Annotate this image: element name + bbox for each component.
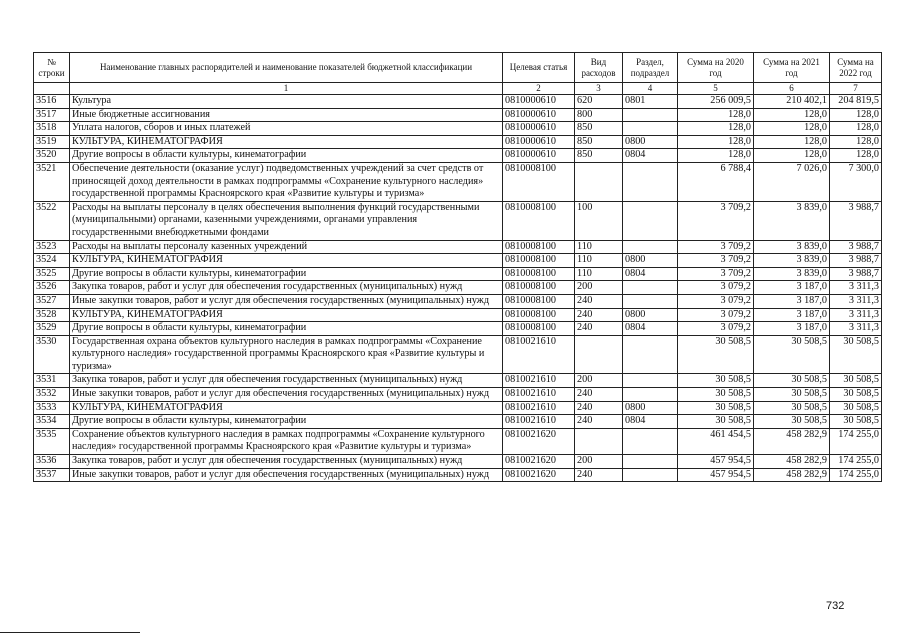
column-number: 6 <box>754 83 830 95</box>
expense-type-cell: 620 <box>575 95 623 109</box>
indicator-name-cell: Расходы на выплаты персоналу казенных учреждений <box>70 240 503 254</box>
section-cell: 0804 <box>623 322 678 336</box>
sum-2021-cell: 30 508,5 <box>754 388 830 402</box>
target-article-cell: 0810008100 <box>503 240 575 254</box>
table-row <box>34 294 882 308</box>
table-row <box>34 308 882 322</box>
sum-2022-cell: 174 255,0 <box>830 428 882 454</box>
table-row <box>34 149 882 163</box>
sum-2020-cell: 30 508,5 <box>678 335 754 374</box>
table-row <box>34 162 882 201</box>
sum-2021-cell: 458 282,9 <box>754 468 830 482</box>
expense-type-cell: 110 <box>575 267 623 281</box>
indicator-name-cell: Обеспечение деятельности (оказание услуг) подведомственных учреждений за счет средств от приносящей доход деятельности в рамках подпрограммы «Сохранение культурного наследия» государственной программы Красноярского края «Развитие культуры и туризма» <box>70 162 503 201</box>
expense-type-cell: 240 <box>575 294 623 308</box>
section-cell: 0800 <box>623 135 678 149</box>
sum-2022-cell: 3 988,7 <box>830 254 882 268</box>
sum-2021-cell: 3 187,0 <box>754 294 830 308</box>
sum-2022-cell: 174 255,0 <box>830 468 882 482</box>
column-number: 7 <box>830 83 882 95</box>
indicator-name-cell: Другие вопросы в области культуры, кинематографии <box>70 322 503 336</box>
target-article-cell: 0810021620 <box>503 468 575 482</box>
section-cell: 0804 <box>623 149 678 163</box>
indicator-name-cell: Закупка товаров, работ и услуг для обеспечения государственных (муниципальных) нужд <box>70 374 503 388</box>
indicator-name-cell: КУЛЬТУРА, КИНЕМАТОГРАФИЯ <box>70 308 503 322</box>
expense-type-cell: 800 <box>575 108 623 122</box>
sum-2021-cell: 3 839,0 <box>754 267 830 281</box>
section-cell <box>623 468 678 482</box>
target-article-cell: 0810021610 <box>503 374 575 388</box>
row-number-cell: 3516 <box>34 95 70 109</box>
row-number-cell: 3529 <box>34 322 70 336</box>
sum-2022-cell: 30 508,5 <box>830 401 882 415</box>
sum-2021-cell: 3 187,0 <box>754 322 830 336</box>
section-cell <box>623 335 678 374</box>
section-cell <box>623 455 678 469</box>
sum-2021-cell: 3 839,0 <box>754 254 830 268</box>
sum-2021-cell: 128,0 <box>754 149 830 163</box>
indicator-name-cell: Закупка товаров, работ и услуг для обеспечения государственных (муниципальных) нужд <box>70 455 503 469</box>
column-number: 2 <box>503 83 575 95</box>
sum-2022-cell: 3 311,3 <box>830 322 882 336</box>
section-cell: 0801 <box>623 95 678 109</box>
sum-2021-cell: 7 026,0 <box>754 162 830 201</box>
budget-table <box>33 52 882 482</box>
row-number-cell: 3525 <box>34 267 70 281</box>
row-number-cell: 3520 <box>34 149 70 163</box>
row-number-cell: 3530 <box>34 335 70 374</box>
sum-2022-cell: 30 508,5 <box>830 388 882 402</box>
header-target-article: Целевая статья <box>503 53 575 83</box>
sum-2021-cell: 128,0 <box>754 108 830 122</box>
table-row <box>34 281 882 295</box>
expense-type-cell: 850 <box>575 149 623 163</box>
target-article-cell: 0810008100 <box>503 294 575 308</box>
target-article-cell: 0810021610 <box>503 388 575 402</box>
indicator-name-cell: Закупка товаров, работ и услуг для обеспечения государственных (муниципальных) нужд <box>70 281 503 295</box>
table-row <box>34 415 882 429</box>
sum-2022-cell: 30 508,5 <box>830 374 882 388</box>
table-row <box>34 135 882 149</box>
row-number-cell: 3533 <box>34 401 70 415</box>
table-row <box>34 388 882 402</box>
section-cell <box>623 374 678 388</box>
expense-type-cell: 110 <box>575 254 623 268</box>
column-number: 5 <box>678 83 754 95</box>
row-number-cell: 3536 <box>34 455 70 469</box>
target-article-cell: 0810008100 <box>503 308 575 322</box>
sum-2022-cell: 3 311,3 <box>830 294 882 308</box>
target-article-cell: 0810008100 <box>503 254 575 268</box>
target-article-cell: 0810000610 <box>503 135 575 149</box>
indicator-name-cell: КУЛЬТУРА, КИНЕМАТОГРАФИЯ <box>70 401 503 415</box>
target-article-cell: 0810000610 <box>503 149 575 163</box>
table-header <box>34 53 882 95</box>
table-row <box>34 122 882 136</box>
target-article-cell: 0810021610 <box>503 415 575 429</box>
indicator-name-cell: Иные закупки товаров, работ и услуг для обеспечения государственных (муниципальных) нужд <box>70 294 503 308</box>
indicator-name-cell: Иные закупки товаров, работ и услуг для обеспечения государственных (муниципальных) нужд <box>70 388 503 402</box>
row-number-cell: 3531 <box>34 374 70 388</box>
sum-2021-cell: 30 508,5 <box>754 335 830 374</box>
sum-2022-cell: 128,0 <box>830 108 882 122</box>
target-article-cell: 0810008100 <box>503 267 575 281</box>
row-number-cell: 3528 <box>34 308 70 322</box>
sum-2022-cell: 3 988,7 <box>830 201 882 240</box>
sum-2021-cell: 128,0 <box>754 135 830 149</box>
table-row <box>34 401 882 415</box>
section-cell <box>623 108 678 122</box>
sum-2022-cell: 30 508,5 <box>830 335 882 374</box>
table-row <box>34 374 882 388</box>
sum-2022-cell: 3 988,7 <box>830 267 882 281</box>
row-number-cell: 3517 <box>34 108 70 122</box>
row-number-cell: 3523 <box>34 240 70 254</box>
section-cell <box>623 240 678 254</box>
indicator-name-cell: Другие вопросы в области культуры, кинематографии <box>70 149 503 163</box>
table-row <box>34 267 882 281</box>
expense-type-cell: 850 <box>575 122 623 136</box>
sum-2022-cell: 174 255,0 <box>830 455 882 469</box>
table-row <box>34 335 882 374</box>
header-section: Раздел, подраздел <box>623 53 678 83</box>
table-row <box>34 95 882 109</box>
row-number-cell: 3537 <box>34 468 70 482</box>
sum-2020-cell: 3 709,2 <box>678 240 754 254</box>
sum-2020-cell: 30 508,5 <box>678 388 754 402</box>
target-article-cell: 0810000610 <box>503 122 575 136</box>
table-row <box>34 240 882 254</box>
indicator-name-cell: Государственная охрана объектов культурного наследия в рамках подпрограммы «Сохранение культурного наследия» государственной программы Красноярского края «Развитие культуры и туризма» <box>70 335 503 374</box>
sum-2021-cell: 3 839,0 <box>754 240 830 254</box>
sum-2021-cell: 3 187,0 <box>754 281 830 295</box>
section-cell <box>623 281 678 295</box>
target-article-cell: 0810021620 <box>503 455 575 469</box>
sum-2022-cell: 128,0 <box>830 122 882 136</box>
table-row <box>34 455 882 469</box>
sum-2020-cell: 128,0 <box>678 108 754 122</box>
sum-2022-cell: 30 508,5 <box>830 415 882 429</box>
sum-2022-cell: 3 311,3 <box>830 281 882 295</box>
target-article-cell: 0810008100 <box>503 162 575 201</box>
indicator-name-cell: Уплата налогов, сборов и иных платежей <box>70 122 503 136</box>
column-number: 1 <box>70 83 503 95</box>
target-article-cell: 0810021620 <box>503 428 575 454</box>
sum-2020-cell: 3 079,2 <box>678 308 754 322</box>
sum-2020-cell: 457 954,5 <box>678 468 754 482</box>
section-cell: 0804 <box>623 415 678 429</box>
expense-type-cell: 100 <box>575 201 623 240</box>
sum-2021-cell: 3 839,0 <box>754 201 830 240</box>
sum-2020-cell: 128,0 <box>678 135 754 149</box>
row-number-cell: 3524 <box>34 254 70 268</box>
sum-2022-cell: 204 819,5 <box>830 95 882 109</box>
sum-2022-cell: 128,0 <box>830 149 882 163</box>
table-row <box>34 108 882 122</box>
target-article-cell: 0810000610 <box>503 108 575 122</box>
expense-type-cell: 240 <box>575 468 623 482</box>
indicator-name-cell: КУЛЬТУРА, КИНЕМАТОГРАФИЯ <box>70 135 503 149</box>
row-number-cell: 3526 <box>34 281 70 295</box>
sum-2021-cell: 3 187,0 <box>754 308 830 322</box>
expense-type-cell: 240 <box>575 415 623 429</box>
sum-2020-cell: 457 954,5 <box>678 455 754 469</box>
section-cell: 0804 <box>623 267 678 281</box>
header-name: Наименование главных распорядителей и наименование показателей бюджетной классификации <box>70 53 503 83</box>
sum-2020-cell: 3 709,2 <box>678 254 754 268</box>
table-row <box>34 322 882 336</box>
section-cell <box>623 162 678 201</box>
table-row <box>34 428 882 454</box>
column-number-row <box>34 83 882 95</box>
sum-2021-cell: 458 282,9 <box>754 455 830 469</box>
expense-type-cell <box>575 162 623 201</box>
expense-type-cell: 850 <box>575 135 623 149</box>
row-number-cell: 3535 <box>34 428 70 454</box>
column-number <box>34 83 70 95</box>
row-number-cell: 3521 <box>34 162 70 201</box>
header-sum-2022: Сумма на 2022 год <box>830 53 882 83</box>
sum-2021-cell: 128,0 <box>754 122 830 136</box>
table-body <box>34 95 882 482</box>
section-cell: 0800 <box>623 254 678 268</box>
expense-type-cell <box>575 335 623 374</box>
row-number-cell: 3518 <box>34 122 70 136</box>
row-number-cell: 3519 <box>34 135 70 149</box>
sum-2020-cell: 30 508,5 <box>678 415 754 429</box>
header-sum-2020: Сумма на 2020 год <box>678 53 754 83</box>
sum-2020-cell: 128,0 <box>678 149 754 163</box>
header-sum-2021: Сумма на 2021 год <box>754 53 830 83</box>
footer-rule <box>0 632 140 633</box>
sum-2021-cell: 210 402,1 <box>754 95 830 109</box>
indicator-name-cell: Иные бюджетные ассигнования <box>70 108 503 122</box>
expense-type-cell: 240 <box>575 388 623 402</box>
target-article-cell: 0810021610 <box>503 401 575 415</box>
header-row-number: № строки <box>34 53 70 83</box>
target-article-cell: 0810021610 <box>503 335 575 374</box>
sum-2020-cell: 128,0 <box>678 122 754 136</box>
expense-type-cell: 240 <box>575 401 623 415</box>
section-cell <box>623 294 678 308</box>
expense-type-cell: 240 <box>575 322 623 336</box>
expense-type-cell: 200 <box>575 374 623 388</box>
sum-2022-cell: 7 300,0 <box>830 162 882 201</box>
indicator-name-cell: Культура <box>70 95 503 109</box>
sum-2022-cell: 3 988,7 <box>830 240 882 254</box>
table-row <box>34 201 882 240</box>
section-cell: 0800 <box>623 308 678 322</box>
sum-2021-cell: 458 282,9 <box>754 428 830 454</box>
sum-2020-cell: 3 079,2 <box>678 294 754 308</box>
indicator-name-cell: Иные закупки товаров, работ и услуг для обеспечения государственных (муниципальных) нужд <box>70 468 503 482</box>
sum-2020-cell: 256 009,5 <box>678 95 754 109</box>
indicator-name-cell: Сохранение объектов культурного наследия в рамках подпрограммы «Сохранение культурного наследия» государственной программы Красноярского края «Развитие культуры и туризма» <box>70 428 503 454</box>
sum-2021-cell: 30 508,5 <box>754 415 830 429</box>
expense-type-cell: 200 <box>575 281 623 295</box>
section-cell: 0800 <box>623 401 678 415</box>
sum-2020-cell: 3 079,2 <box>678 322 754 336</box>
table-row <box>34 468 882 482</box>
table-row <box>34 254 882 268</box>
sum-2020-cell: 3 709,2 <box>678 201 754 240</box>
sum-2020-cell: 30 508,5 <box>678 401 754 415</box>
header-row <box>34 53 882 83</box>
row-number-cell: 3534 <box>34 415 70 429</box>
row-number-cell: 3522 <box>34 201 70 240</box>
sum-2022-cell: 128,0 <box>830 135 882 149</box>
row-number-cell: 3527 <box>34 294 70 308</box>
expense-type-cell <box>575 428 623 454</box>
page-number: 732 <box>826 600 845 612</box>
target-article-cell: 0810008100 <box>503 322 575 336</box>
row-number-cell: 3532 <box>34 388 70 402</box>
header-expense-type: Вид расходов <box>575 53 623 83</box>
section-cell <box>623 388 678 402</box>
indicator-name-cell: Другие вопросы в области культуры, кинематографии <box>70 415 503 429</box>
section-cell <box>623 201 678 240</box>
expense-type-cell: 110 <box>575 240 623 254</box>
indicator-name-cell: КУЛЬТУРА, КИНЕМАТОГРАФИЯ <box>70 254 503 268</box>
indicator-name-cell: Расходы на выплаты персоналу в целях обеспечения выполнения функций государственными (муниципальными) органами, казенными учреждениями, органами управления государственными внебюджетными фондами <box>70 201 503 240</box>
expense-type-cell: 240 <box>575 308 623 322</box>
sum-2021-cell: 30 508,5 <box>754 401 830 415</box>
indicator-name-cell: Другие вопросы в области культуры, кинематографии <box>70 267 503 281</box>
sum-2020-cell: 461 454,5 <box>678 428 754 454</box>
sum-2020-cell: 30 508,5 <box>678 374 754 388</box>
column-number: 4 <box>623 83 678 95</box>
target-article-cell: 0810000610 <box>503 95 575 109</box>
sum-2022-cell: 3 311,3 <box>830 308 882 322</box>
sum-2020-cell: 6 788,4 <box>678 162 754 201</box>
expense-type-cell: 200 <box>575 455 623 469</box>
target-article-cell: 0810008100 <box>503 201 575 240</box>
sum-2020-cell: 3 079,2 <box>678 281 754 295</box>
section-cell <box>623 428 678 454</box>
sum-2021-cell: 30 508,5 <box>754 374 830 388</box>
sum-2020-cell: 3 709,2 <box>678 267 754 281</box>
section-cell <box>623 122 678 136</box>
target-article-cell: 0810008100 <box>503 281 575 295</box>
column-number: 3 <box>575 83 623 95</box>
